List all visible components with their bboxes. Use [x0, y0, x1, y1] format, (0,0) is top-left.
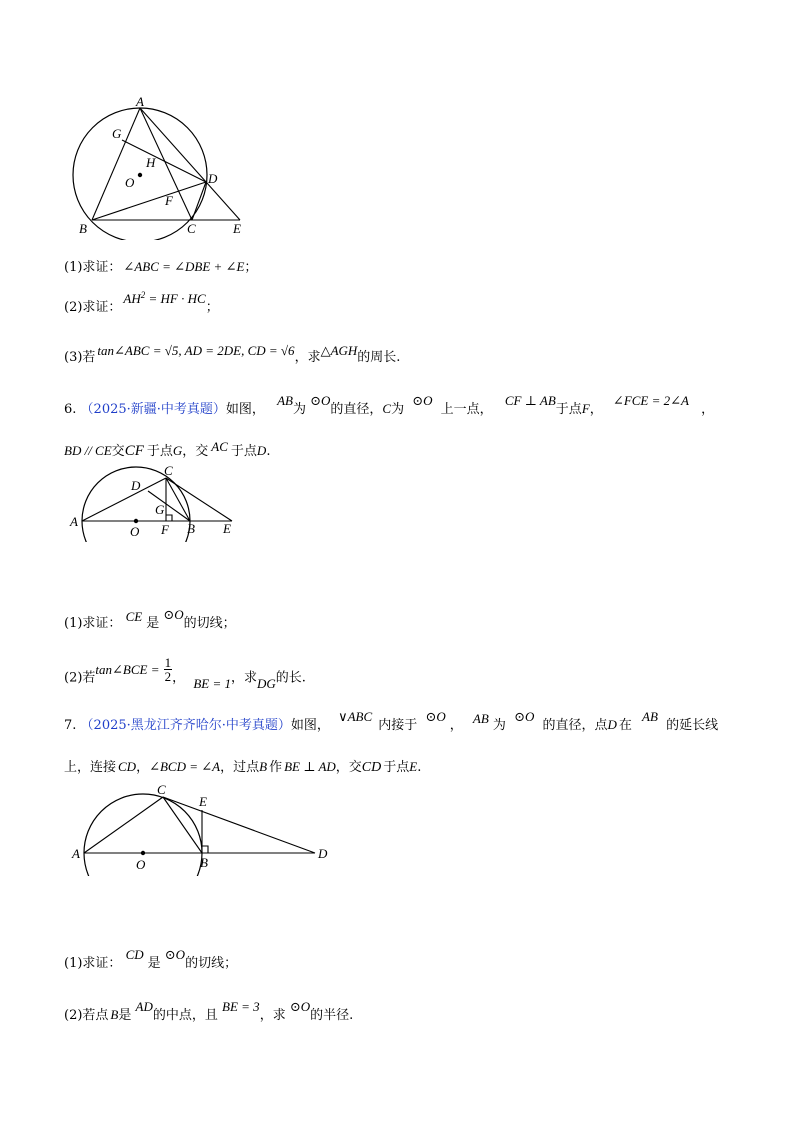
- label-o: O: [136, 857, 146, 872]
- p7-part1: [64, 947, 238, 971]
- p6-part2-tan: tan∠BCE =: [95, 661, 160, 677]
- p7-l1-t4: 为: [492, 718, 506, 733]
- label-o: O: [130, 524, 140, 539]
- segment-gd: [122, 140, 206, 182]
- p6-l2-t2: 于点: [146, 444, 173, 459]
- p7-l2-cd: CD: [118, 759, 137, 774]
- p7-l2-b: B: [259, 759, 268, 774]
- p7-part2-t4: 的半径.: [310, 1008, 354, 1023]
- p5-part1-math: ∠ABC = ∠DBE + ∠E: [123, 259, 245, 274]
- p5-part2-math-b: = HF · HC: [145, 291, 206, 306]
- p7-line2: [64, 756, 421, 776]
- center-dot: [138, 173, 142, 177]
- p7-l1-d: D: [607, 717, 617, 732]
- p7-l1-ab: AB: [472, 711, 489, 726]
- label-b: B: [79, 221, 87, 236]
- segment-ce: [166, 478, 232, 521]
- p6-part2-prefix: (2)若: [64, 670, 96, 686]
- label-o: O: [125, 175, 135, 190]
- p5-part2-math-a: AH: [123, 291, 141, 306]
- p7-part2: [64, 999, 354, 1023]
- p6-l1-t6: 于点: [555, 402, 582, 417]
- p6-part1: [64, 607, 236, 631]
- label-g: G: [112, 126, 122, 141]
- label-e: E: [233, 221, 241, 236]
- p7-l1-t7: 的延长线: [666, 718, 719, 733]
- p7-source: （2025·黑龙江齐齐哈尔·中考真题）: [80, 718, 291, 733]
- p6-l1-circ2: ⊙O: [412, 393, 433, 408]
- p5-part1-prefix: (1)求证：: [64, 260, 122, 275]
- p5-part3-math: tan∠ABC = √5, AD = 2DE, CD = √6: [97, 343, 295, 358]
- p5-part3-suffix: 的周长.: [357, 350, 401, 365]
- p6-source: （2025·新疆·中考真题）: [80, 402, 226, 417]
- segment-cd: [163, 797, 315, 853]
- p6-part2-fraction: [164, 656, 173, 684]
- p6-l2-g: G: [172, 443, 183, 458]
- p6-l2-t4: 于点: [230, 444, 257, 459]
- p6-l2-par: BD // CE: [64, 443, 112, 458]
- p5-part3: [64, 343, 401, 365]
- p6-part2-t3: 的长.: [275, 670, 306, 686]
- p6-part2-num: 1: [164, 655, 172, 670]
- p6-l1-t3: 的直径，: [330, 402, 383, 417]
- p7-l1-t1: 如图，: [290, 718, 330, 733]
- p5-part3-mid: ，求: [294, 350, 321, 365]
- p6-l1-t8: ，: [701, 402, 715, 417]
- p7-part1-t2: 的切线；: [185, 956, 238, 971]
- p7-l1-circ: ⊙O: [425, 709, 446, 724]
- figure-problem6: [64, 462, 244, 542]
- p6-number: 6.: [64, 402, 77, 417]
- segment-ab: [92, 108, 140, 220]
- p7-l1-t2: 内接于: [378, 718, 418, 733]
- p6-l2-t3: ，交: [182, 444, 209, 459]
- label-e: E: [199, 794, 207, 809]
- label-b: B: [200, 855, 208, 870]
- p6-part1-t2: 的切线；: [183, 616, 236, 631]
- p7-part1-t1: 是: [147, 956, 161, 971]
- p7-number: 7.: [64, 718, 77, 733]
- p6-l1-t7: ，: [589, 402, 603, 417]
- p6-l1-t1: 如图，: [225, 402, 265, 417]
- label-b: B: [187, 521, 195, 536]
- p6-l2-ac: AC: [211, 439, 228, 454]
- p7-l1-t3: ，: [449, 718, 463, 733]
- label-d: D: [318, 846, 328, 861]
- p7-l2-angle: ∠BCD = ∠A: [149, 759, 221, 774]
- p6-l1-c: C: [382, 401, 392, 416]
- figure-problem5: [60, 90, 260, 240]
- p5-part3-tri: △AGH: [320, 343, 358, 358]
- p6-part2-den: 2: [164, 669, 172, 684]
- p5-part2-prefix: (2)求证：: [64, 300, 122, 315]
- p7-l2-e: E: [409, 759, 418, 774]
- p6-part2-be: BE = 1: [193, 675, 231, 691]
- p5-part1-suffix: ；: [244, 260, 258, 275]
- p6-part2-dg: DG: [256, 675, 276, 691]
- p6-part2-t2: ，求: [230, 670, 257, 686]
- label-d: D: [131, 478, 141, 493]
- p6-part1-ce: CE: [125, 609, 143, 624]
- p6-part2: [64, 655, 306, 692]
- figure-problem7: [64, 776, 344, 876]
- right-angle-mark: [166, 515, 172, 521]
- p7-part1-cd: CD: [125, 947, 144, 962]
- segment-cb: [163, 797, 202, 853]
- p7-l1-ab2: AB: [642, 709, 658, 724]
- p7-l2-t6: 于点: [383, 760, 410, 775]
- p6-line1: [64, 393, 715, 417]
- label-f: F: [165, 193, 173, 208]
- p7-line1: [64, 709, 719, 733]
- p5-part3-prefix: (3)若: [64, 350, 96, 365]
- label-c: C: [164, 463, 173, 478]
- p6-l1-perp: CF ⊥ AB: [504, 393, 556, 408]
- p6-l1-t2: 为: [292, 402, 306, 417]
- label-c: C: [187, 221, 196, 236]
- segment-ac: [82, 478, 166, 521]
- label-a: A: [70, 514, 78, 529]
- p7-part2-b: B: [110, 1007, 119, 1022]
- p7-l1-circ2: ⊙O: [514, 709, 535, 724]
- label-c: C: [157, 782, 166, 797]
- right-angle-mark: [202, 846, 208, 853]
- p7-l2-cd2: CD: [361, 760, 382, 775]
- p7-part2-t1: 是: [118, 1008, 132, 1023]
- p7-l1-tri: ∨ABC: [338, 709, 373, 724]
- p6-l2-d: D: [256, 443, 267, 458]
- p7-l2-perp: BE ⊥ AD: [284, 759, 336, 774]
- p7-l2-t5: ，交: [335, 760, 362, 775]
- p7-part2-t3: ，求: [259, 1008, 286, 1023]
- p5-part1: [64, 256, 257, 275]
- center-dot: [141, 851, 145, 855]
- p6-l1-ab: AB: [277, 393, 293, 408]
- p6-line2: [64, 440, 270, 460]
- label-d: D: [208, 171, 218, 186]
- p6-l1-f: F: [581, 401, 590, 416]
- p6-part1-t1: 是: [146, 616, 160, 631]
- p6-l1-circ: ⊙O: [310, 393, 331, 408]
- label-h: H: [146, 155, 156, 170]
- p7-l2-t2: ，: [136, 760, 150, 775]
- p7-part2-circ: ⊙O: [289, 999, 311, 1014]
- p7-l2-t7: .: [417, 760, 422, 775]
- p6-l2-t5: .: [266, 444, 271, 459]
- p6-l1-angle: ∠FCE = 2∠A: [612, 393, 689, 408]
- segment-cd: [192, 182, 206, 220]
- label-e: E: [223, 521, 231, 536]
- label-f: F: [161, 522, 169, 537]
- p7-part2-prefix: (2)若点: [64, 1008, 109, 1023]
- p5-part2-sup: 2: [140, 289, 146, 300]
- p6-part1-prefix: (1)求证：: [64, 616, 122, 631]
- p6-part1-circ: ⊙O: [163, 607, 184, 622]
- p6-l1-t5: 上一点，: [440, 402, 493, 417]
- p6-part2-t1: ，: [172, 670, 186, 686]
- label-a: A: [72, 846, 80, 861]
- p7-l1-t6: 在: [618, 718, 632, 733]
- p7-part1-circ: ⊙O: [164, 947, 186, 962]
- label-a: A: [136, 94, 144, 109]
- label-g: G: [155, 502, 165, 517]
- p7-l2-t1: 上，连接: [64, 760, 117, 775]
- p5-part2: [64, 289, 219, 315]
- p7-l2-t3: ，过点: [220, 760, 260, 775]
- p7-l2-t4: 作: [269, 760, 283, 775]
- p7-l1-t5: 的直径，点: [542, 718, 608, 733]
- p7-part1-prefix: (1)求证：: [64, 956, 122, 971]
- p6-l2-t1: 交: [111, 444, 125, 459]
- p7-part2-t2: 的中点，且: [152, 1008, 218, 1023]
- p7-part2-be: BE = 3: [222, 999, 260, 1014]
- segment-ac: [84, 797, 163, 853]
- p5-part2-suffix: ；: [205, 300, 219, 315]
- p7-part2-ad: AD: [135, 999, 153, 1014]
- p6-l1-t4: 为: [391, 402, 405, 417]
- center-dot: [134, 519, 138, 523]
- p6-l2-cf: CF: [124, 443, 144, 459]
